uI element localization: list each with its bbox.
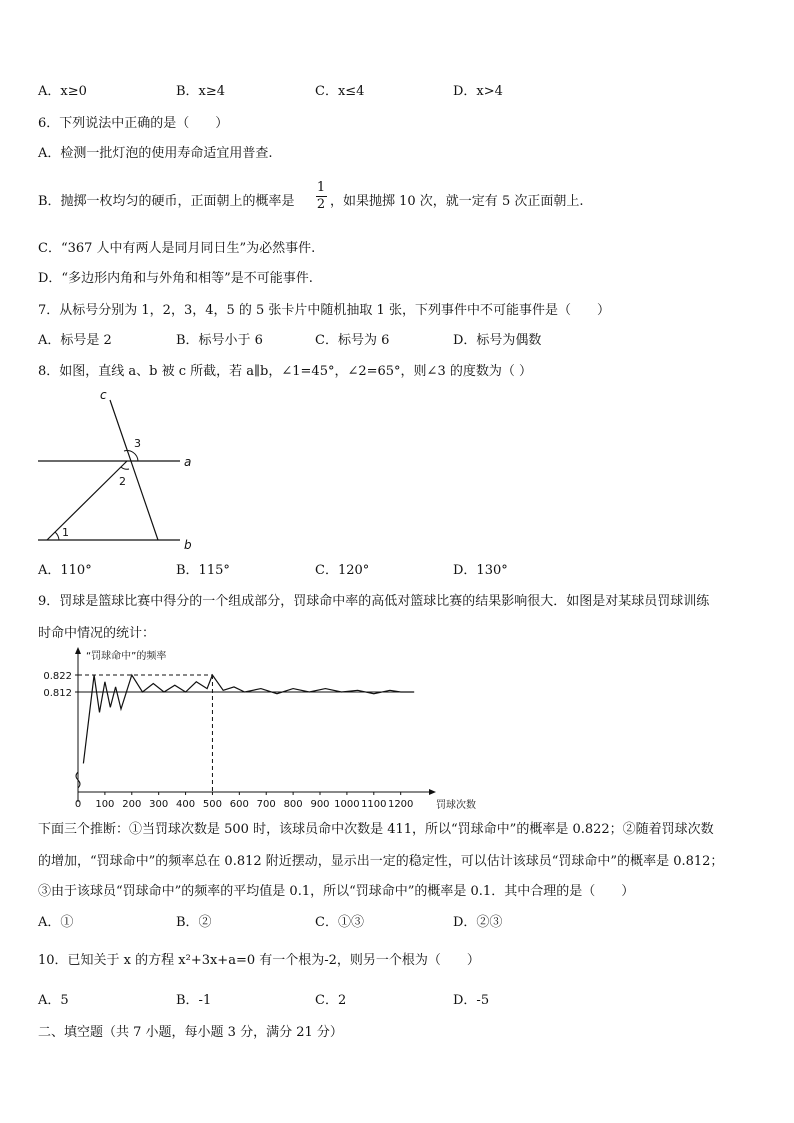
x-tick-label: 100 [95, 799, 115, 810]
q8-geometry-figure [30, 385, 210, 555]
transversal-segment [47, 461, 127, 540]
q7-stem: 7．从标号分别为 1，2，3，4，5 的 5 张卡片中随机抽取 1 张，下列事件中不可能事件是（ ） [38, 303, 610, 318]
q8-option-d: D．130° [453, 563, 508, 578]
y-axis-arrow [75, 647, 81, 654]
q9-stem-line2: 时命中情况的统计： [38, 626, 156, 641]
label-angle2: 2 [119, 475, 126, 488]
x-axis-arrow [429, 789, 436, 795]
x-tick-label: 800 [283, 799, 303, 810]
q8-stem: 8．如图，直线 a、b 被 c 所截，若 a∥b，∠1=45°，∠2=65°，则∠3 的度数为（ ） [38, 364, 532, 379]
q9-stem-line1: 9．罚球是篮球比赛中得分的一个组成部分，罚球命中率的高低对篮球比赛的结果影响很大．如图是对某球员罚球训练 [38, 594, 710, 609]
x-axis-label: 罚球次数 [436, 800, 476, 811]
x-tick-label: 400 [176, 799, 196, 810]
q7-option-c: C．标号为 6 [315, 333, 390, 348]
x-tick-label: 600 [229, 799, 249, 810]
x-tick-label: 500 [202, 799, 222, 810]
label-c: c [100, 388, 107, 402]
q5-option-b: B．x≥4 [176, 84, 226, 99]
q10-stem: 10．已知关于 x 的方程 x²+3x+a=0 有一个根为-2，则另一个根为（ ） [38, 953, 480, 968]
q9-paragraph-line1: 下面三个推断：①当罚球次数是 500 时，该球员命中次数是 411，所以“罚球命中”的概率是 0.822；②随着罚球次数 [38, 822, 714, 837]
q5-option-a: A．x≥0 [38, 84, 87, 99]
x-tick-label: 700 [256, 799, 276, 810]
q9-option-d: D．②③ [453, 915, 503, 930]
q7-option-a: A．标号是 2 [38, 333, 112, 348]
x-tick-label: 200 [122, 799, 142, 810]
section-2-heading: 二、填空题（共 7 小题，每小题 3 分，满分 21 分） [38, 1025, 343, 1040]
q6-option-b-pre: B．抛掷一枚均匀的硬币，正面朝上的概率是 [38, 194, 295, 209]
q8-option-a: A．110° [38, 563, 92, 578]
q5-option-c: C．x≤4 [315, 84, 365, 99]
y-tick-label: 0.822 [43, 671, 72, 682]
x-tick-label: 1100 [361, 799, 387, 810]
q9-option-c: C．①③ [315, 915, 364, 930]
q6-stem: 6．下列说法中正确的是（ ） [38, 116, 229, 131]
q8-option-b: B．115° [176, 563, 230, 578]
x-tick-label: 0 [74, 799, 82, 810]
fraction-numerator: 1 [316, 180, 326, 195]
q9-paragraph-line3: ③由于该球员“罚球命中”的频率的平均值是 0.1，所以“罚球命中”的概率是 0.1．其中合理的是（ ） [38, 884, 635, 899]
y-tick-label: 0.812 [43, 688, 72, 699]
q6-option-a: A．检测一批灯泡的使用寿命适宜用普查. [38, 146, 273, 161]
label-a: a [184, 455, 192, 469]
q10-option-d: D．-5 [453, 993, 490, 1008]
q10-option-b: B．-1 [176, 993, 212, 1008]
y-axis-label: “罚球命中”的频率 [86, 651, 167, 662]
q9-option-a: A．① [38, 915, 74, 930]
q9-option-b: B．② [176, 915, 212, 930]
q10-option-a: A．5 [38, 993, 69, 1008]
x-tick-label: 900 [310, 799, 330, 810]
q9-frequency-chart [30, 644, 500, 816]
frequency-series-line [83, 675, 414, 763]
fraction-denominator: 2 [316, 197, 326, 212]
q5-option-d: D．x>4 [453, 84, 503, 99]
q6-fraction [314, 181, 328, 212]
q7-option-d: D．标号为偶数 [453, 333, 542, 348]
q8-option-c: C．120° [315, 563, 370, 578]
q7-option-b: B．标号小于 6 [176, 333, 263, 348]
q6-option-c: C．“367 人中有两人是同月同日生”为必然事件. [38, 241, 316, 256]
q6-option-d: D．“多边形内角和与外角和相等”是不可能事件. [38, 271, 313, 286]
q10-option-c: C．2 [315, 993, 347, 1008]
label-angle3: 3 [134, 437, 141, 450]
q9-paragraph-line2: 的增加，“罚球命中”的频率总在 0.812 附近摆动，显示出一定的稳定性，可以估计该球员“罚球命中”的概率是 0.812； [38, 854, 724, 869]
x-tick-label: 300 [149, 799, 169, 810]
q6-option-b-post: ，如果抛掷 10 次，就一定有 5 次正面朝上. [330, 194, 584, 209]
label-angle1: 1 [62, 526, 69, 539]
angle1-arc [55, 532, 59, 540]
label-b: b [184, 538, 192, 552]
angle2-arc [121, 467, 129, 469]
x-tick-label: 1200 [387, 799, 414, 810]
x-tick-label: 1000 [334, 799, 360, 810]
